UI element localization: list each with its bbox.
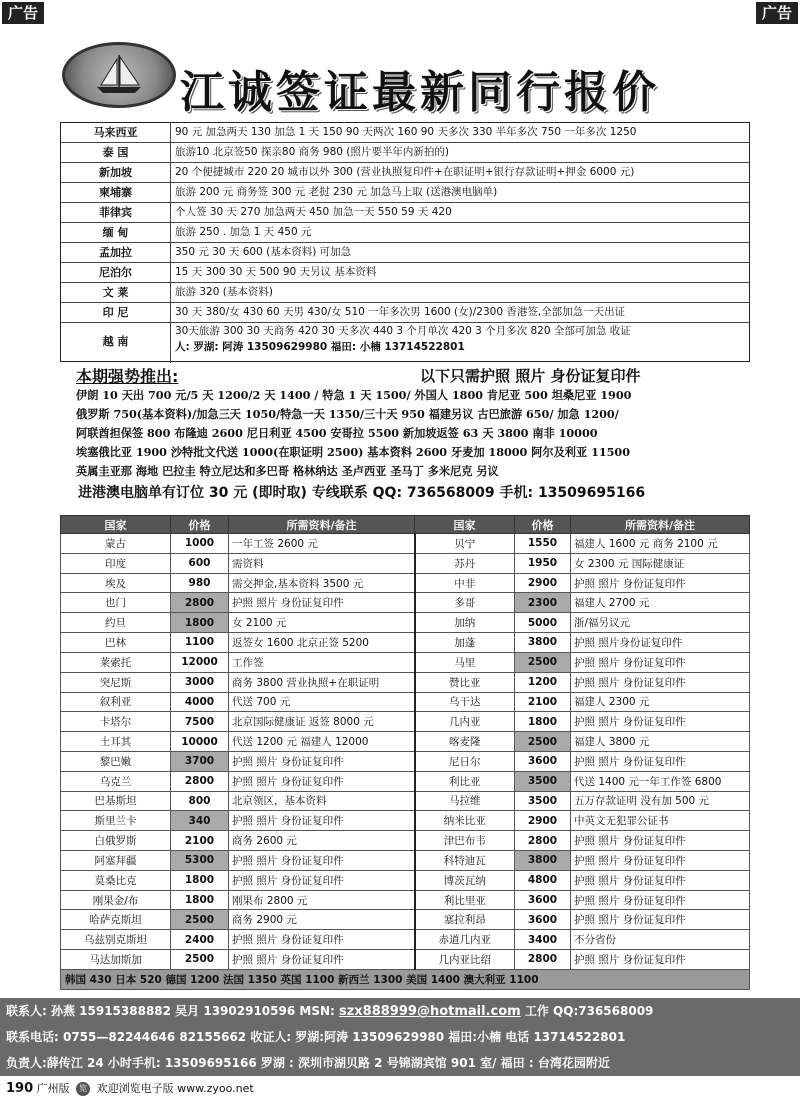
price: 1550 — [515, 534, 571, 554]
country-name: 中非 — [415, 573, 515, 593]
price-detail-text: 350 元 30 天 600 (基本资料) 可加急 — [175, 246, 352, 258]
country-name: 刚果金/布 — [61, 890, 171, 910]
price: 2500 — [515, 652, 571, 672]
header-notes: 所需资料/备注 — [571, 516, 750, 534]
price: 340 — [171, 811, 229, 831]
header-country: 国家 — [61, 516, 171, 534]
footer-line: 负责人:薛传江 24 小时手机: 13509695166 罗湖 : 深圳市湖贝路 2 号锦湖宾馆 901 室/ 福田 : 台湾花园附近 — [6, 1056, 610, 1070]
notes: 需资料 — [229, 553, 415, 573]
table-row — [61, 613, 750, 633]
price-detail-text: 30 天 380/女 430 60 天男 430/女 510 一年多次男 1600 (女)/2300 香港签,全部加急一天出证 — [175, 306, 626, 318]
country-name: 马拉维 — [415, 791, 515, 811]
footer-line — [0, 998, 800, 1024]
notes: 商务 3800 营业执照+在职证明 — [229, 672, 415, 692]
price: 3600 — [515, 751, 571, 771]
price: 2800 — [171, 771, 229, 791]
price-detail-text: 30天旅游 300 30 天商务 420 30 天多次 440 3 个月单次 420 3 个月多次 820 全部可加急 收证 — [175, 325, 631, 337]
country-name: 纳米比亚 — [415, 811, 515, 831]
price: 2800 — [171, 593, 229, 613]
price: 980 — [171, 573, 229, 593]
collector-contact: 人: 罗湖: 阿涛 13509629980 福田: 小楠 13714522801 — [175, 341, 465, 353]
price-detail-text: 旅游10 北京签50 探亲80 商务 980 (照片要半年内新拍的) — [175, 146, 450, 158]
country-name: 苏丹 — [415, 553, 515, 573]
table-row — [61, 791, 750, 811]
notes: 福建人 1600 元 商务 2100 元 — [571, 534, 750, 554]
notes: 护照 照片 身份证复印件 — [571, 712, 750, 732]
country-name: 印 尼 — [61, 303, 171, 322]
country-price-row — [61, 243, 749, 263]
notes: 护照 照片 身份证复印件 — [571, 573, 750, 593]
price: 10000 — [171, 732, 229, 752]
country-name: 土耳其 — [61, 732, 171, 752]
country-name: 多哥 — [415, 593, 515, 613]
country-price-row — [61, 163, 749, 183]
country-name: 白俄罗斯 — [61, 831, 171, 851]
price: 5000 — [515, 613, 571, 633]
country-name: 哈萨克斯坦 — [61, 910, 171, 930]
country-name: 贝宁 — [415, 534, 515, 554]
country-name: 巴基斯坦 — [61, 791, 171, 811]
notes: 护照 照片 身份证复印件 — [229, 870, 415, 890]
promo-line: 伊朗 10 天出 700 元/5 天 1200/2 天 1400 / 特急 1 天 1500/ 外国人 1800 肯尼亚 500 坦桑尼亚 1900 — [76, 388, 632, 402]
header-country: 国家 — [415, 516, 515, 534]
ad-label-right: 广告 — [756, 2, 798, 24]
country-price-row — [61, 143, 749, 163]
notes: 护照 照片 身份证复印件 — [571, 851, 750, 871]
country-name: 泰 国 — [61, 143, 171, 162]
table-row — [61, 672, 750, 692]
browse-icon: 览 — [76, 1082, 90, 1096]
edition-label: 广州版 — [36, 1082, 70, 1095]
country-name: 乌干达 — [415, 692, 515, 712]
price: 1800 — [171, 890, 229, 910]
price: 5300 — [171, 851, 229, 871]
price: 3400 — [515, 930, 571, 950]
country-name: 越 南 — [61, 323, 171, 363]
table-row — [61, 692, 750, 712]
country-name: 马来西亚 — [61, 123, 171, 142]
country-name: 加纳 — [415, 613, 515, 633]
country-name: 几内亚 — [415, 712, 515, 732]
asia-price-table — [60, 122, 750, 362]
price-detail — [171, 123, 749, 142]
price: 2800 — [515, 831, 571, 851]
notes: 五万存款证明 没有加 500 元 — [571, 791, 750, 811]
price: 1000 — [171, 534, 229, 554]
price-detail-text: 15 天 300 30 天 500 90 天另议 基本资料 — [175, 266, 377, 278]
price: 2500 — [515, 732, 571, 752]
country-name: 博茨瓦纳 — [415, 870, 515, 890]
price: 2100 — [515, 692, 571, 712]
price-detail — [171, 143, 749, 162]
sailboat-logo-icon — [62, 42, 176, 108]
promo-line: 阿联酋担保签 800 布隆迪 2600 尼日利亚 4500 安哥拉 5500 新加坡返签 63 天 3800 南非 10000 — [76, 426, 598, 440]
notes: 代送 1200 元 福建人 12000 — [229, 732, 415, 752]
price-detail — [171, 243, 749, 262]
promo-section — [60, 364, 750, 512]
notes: 护照 照片 身份证复印件 — [229, 593, 415, 613]
notes: 代送 700 元 — [229, 692, 415, 712]
notes: 北京国际健康证 返签 8000 元 — [229, 712, 415, 732]
price: 2400 — [171, 930, 229, 950]
footer-contacts: 联系人: 孙燕 15915388882 吴月 13902910596 MSN: — [6, 1004, 339, 1018]
country-name: 喀麦隆 — [415, 732, 515, 752]
country-name: 菲律宾 — [61, 203, 171, 222]
price: 600 — [171, 553, 229, 573]
promo-contact: 进港澳电脑单有订位 30 元 (即时取) 专线联系 QQ: 736568009 手机: 13509695166 — [78, 485, 646, 501]
bottom-price-row — [61, 969, 750, 989]
country-name: 赤道几内亚 — [415, 930, 515, 950]
country-name: 加蓬 — [415, 633, 515, 653]
notes: 不分省份 — [571, 930, 750, 950]
notes: 返签女 1600 北京正签 5200 — [229, 633, 415, 653]
table-row — [61, 652, 750, 672]
notes: 女 2300 元 国际健康证 — [571, 553, 750, 573]
price-detail-text: 旅游 320 (基本资料) — [175, 286, 273, 298]
price: 1800 — [515, 712, 571, 732]
notes: 刚果布 2800 元 — [229, 890, 415, 910]
price-detail — [171, 183, 749, 202]
notes: 护照 照片 身份证复印件 — [571, 910, 750, 930]
country-name: 莱索托 — [61, 652, 171, 672]
promo-heading: 本期强势推出: — [76, 366, 179, 386]
price: 4800 — [515, 870, 571, 890]
notes: 护照 照片身份证复印件 — [571, 633, 750, 653]
price-detail-text: 旅游 250 . 加急 1 天 450 元 — [175, 226, 312, 238]
notes: 工作签 — [229, 652, 415, 672]
country-name: 斯里兰卡 — [61, 811, 171, 831]
email-link[interactable]: szx888999@hotmail.com — [338, 1004, 521, 1019]
price: 3500 — [515, 771, 571, 791]
notes: 女 2100 元 — [229, 613, 415, 633]
table-header-row — [61, 516, 750, 534]
country-name: 突尼斯 — [61, 672, 171, 692]
price: 2100 — [171, 831, 229, 851]
price-detail — [171, 323, 749, 363]
world-price-table — [60, 515, 750, 990]
country-name: 文 莱 — [61, 283, 171, 302]
price: 2500 — [171, 950, 229, 970]
table-row — [61, 712, 750, 732]
price: 2900 — [515, 811, 571, 831]
notes: 护照 照片 身份证复印件 — [229, 811, 415, 831]
notes: 护照 照片 身份证复印件 — [571, 672, 750, 692]
price: 1800 — [171, 613, 229, 633]
notes: 护照 照片 身份证复印件 — [229, 851, 415, 871]
notes: 护照 照片 身份证复印件 — [229, 771, 415, 791]
country-name: 黎巴嫩 — [61, 751, 171, 771]
notes: 浙/福另议元 — [571, 613, 750, 633]
country-name: 叙利亚 — [61, 692, 171, 712]
other-countries-prices: 韩国 430 日本 520 德国 1200 法国 1350 英国 1100 新西兰 1300 美国 1400 澳大利亚 1100 — [61, 969, 750, 989]
country-name: 津巴布韦 — [415, 831, 515, 851]
page-footer — [0, 1078, 800, 1100]
country-name: 尼日尔 — [415, 751, 515, 771]
table-row — [61, 593, 750, 613]
country-name: 埃及 — [61, 573, 171, 593]
notes: 商务 2600 元 — [229, 831, 415, 851]
price: 7500 — [171, 712, 229, 732]
price: 3000 — [171, 672, 229, 692]
table-row — [61, 732, 750, 752]
country-name: 阿塞拜疆 — [61, 851, 171, 871]
country-price-row — [61, 223, 749, 243]
table-row — [61, 831, 750, 851]
country-name: 莫桑比克 — [61, 870, 171, 890]
footer-line: 联系电话: 0755—82244646 82155662 收证人: 罗湖:阿涛 13509629980 福田:小楠 电话 13714522801 — [6, 1030, 626, 1044]
price: 800 — [171, 791, 229, 811]
price: 1100 — [171, 633, 229, 653]
notes: 福建人 3800 元 — [571, 732, 750, 752]
header-price: 价格 — [515, 516, 571, 534]
promo-subheading: 以下只需护照 照片 身份证复印件 — [420, 366, 641, 385]
notes: 护照 照片 身份证复印件 — [571, 652, 750, 672]
notes: 中英文无犯罪公证书 — [571, 811, 750, 831]
notes: 代送 1400 元一年工作签 6800 — [571, 771, 750, 791]
notes: 护照 照片 身份证复印件 — [229, 751, 415, 771]
price: 4000 — [171, 692, 229, 712]
table-row — [61, 771, 750, 791]
price: 2300 — [515, 593, 571, 613]
table-row — [61, 534, 750, 554]
site-url[interactable]: www.zyoo.net — [177, 1082, 254, 1095]
table-row — [61, 553, 750, 573]
country-name: 乌克兰 — [61, 771, 171, 791]
notes: 护照 照片 身份证复印件 — [571, 831, 750, 851]
country-price-row — [61, 303, 749, 323]
footer-qq: 工作 QQ:736568009 — [520, 1004, 654, 1018]
promo-line: 英属圭亚那 海地 巴拉圭 特立尼达和多巴哥 格林纳达 圣卢西亚 圣马丁 多米尼克 另议 — [76, 464, 499, 478]
notes: 护照 照片 身份证复印件 — [229, 930, 415, 950]
notes: 护照 照片 身份证复印件 — [571, 950, 750, 970]
country-name: 利比里亚 — [415, 890, 515, 910]
page-title: 江诚签证最新同行报价 — [180, 67, 660, 118]
ad-label-left: 广告 — [2, 2, 44, 24]
price: 1950 — [515, 553, 571, 573]
country-price-row — [61, 183, 749, 203]
country-name: 孟加拉 — [61, 243, 171, 262]
country-price-row — [61, 203, 749, 223]
country-price-row — [61, 263, 749, 283]
country-name: 约旦 — [61, 613, 171, 633]
country-name: 科特迪瓦 — [415, 851, 515, 871]
price: 3700 — [171, 751, 229, 771]
notes: 护照 照片 身份证复印件 — [571, 890, 750, 910]
price: 3500 — [515, 791, 571, 811]
price: 3800 — [515, 633, 571, 653]
country-name: 马里 — [415, 652, 515, 672]
country-price-row — [61, 123, 749, 143]
price-detail — [171, 263, 749, 282]
table-row — [61, 573, 750, 593]
country-name: 赞比亚 — [415, 672, 515, 692]
country-name: 缅 甸 — [61, 223, 171, 242]
notes: 商务 2900 元 — [229, 910, 415, 930]
notes: 一年工签 2600 元 — [229, 534, 415, 554]
price-detail — [171, 223, 749, 242]
price: 2800 — [515, 950, 571, 970]
price-detail — [171, 203, 749, 222]
table-row — [61, 811, 750, 831]
table-row — [61, 633, 750, 653]
page-number: 190 — [6, 1081, 34, 1096]
price-detail-text: 90 元 加急两天 130 加急 1 天 150 90 天两次 160 90 天多次 330 半年多次 750 一年多次 1250 — [175, 126, 637, 138]
country-name: 印度 — [61, 553, 171, 573]
country-name: 也门 — [61, 593, 171, 613]
price: 3600 — [515, 910, 571, 930]
price-detail-text: 20 个便捷城市 220 20 城市以外 300 (营业执照复印件+在职证明+银行存款证明+押金 6000 元) — [175, 166, 635, 178]
country-name: 马达加斯加 — [61, 950, 171, 970]
country-name: 新加坡 — [61, 163, 171, 182]
country-name: 蒙古 — [61, 534, 171, 554]
price: 1800 — [171, 870, 229, 890]
notes: 护照 照片 身份证复印件 — [571, 870, 750, 890]
country-name: 卡塔尔 — [61, 712, 171, 732]
price-detail-text: 个人签 30 天 270 加急两天 450 加急一天 550 59 天 420 — [175, 206, 452, 218]
table-row — [61, 910, 750, 930]
notes: 北京领区，基本资料 — [229, 791, 415, 811]
price-detail — [171, 303, 749, 322]
country-name: 乌兹别克斯坦 — [61, 930, 171, 950]
notes: 护照 照片 身份证复印件 — [229, 950, 415, 970]
table-row — [61, 950, 750, 970]
price: 3600 — [515, 890, 571, 910]
table-row — [61, 930, 750, 950]
header-notes: 所需资料/备注 — [229, 516, 415, 534]
country-name: 尼泊尔 — [61, 263, 171, 282]
country-price-row — [61, 323, 749, 363]
table-row — [61, 851, 750, 871]
country-name: 塞拉利昂 — [415, 910, 515, 930]
notes: 需交押金,基本资料 3500 元 — [229, 573, 415, 593]
slogan: 欢迎浏览电子版 — [96, 1082, 174, 1095]
price-detail — [171, 283, 749, 302]
notes: 福建人 2300 元 — [571, 692, 750, 712]
price: 2900 — [515, 573, 571, 593]
header-price: 价格 — [171, 516, 229, 534]
price-detail-text: 旅游 200 元 商务签 300 元 老挝 230 元 加急马上取 (送港澳电脑单) — [175, 186, 498, 198]
notes: 福建人 2700 元 — [571, 593, 750, 613]
promo-line: 埃塞俄比亚 1900 沙特批文代送 1000(在职证明 2500) 基本资料 2600 牙麦加 18000 阿尔及利亚 11500 — [76, 445, 630, 459]
promo-line: 俄罗斯 750(基本资料)/加急三天 1050/特急一天 1350/三十天 950 福建另议 古巴旅游 650/ 加急 1200/ — [76, 407, 619, 421]
price: 12000 — [171, 652, 229, 672]
table-row — [61, 870, 750, 890]
price: 2500 — [171, 910, 229, 930]
country-name: 利比亚 — [415, 771, 515, 791]
notes: 护照 照片 身份证复印件 — [571, 751, 750, 771]
country-price-row — [61, 283, 749, 303]
price: 1200 — [515, 672, 571, 692]
country-name: 几内亚比绍 — [415, 950, 515, 970]
contact-footer — [0, 998, 800, 1076]
table-row — [61, 751, 750, 771]
price: 3800 — [515, 851, 571, 871]
table-row — [61, 890, 750, 910]
price-detail — [171, 163, 749, 182]
country-name: 柬埔寨 — [61, 183, 171, 202]
country-name: 巴林 — [61, 633, 171, 653]
